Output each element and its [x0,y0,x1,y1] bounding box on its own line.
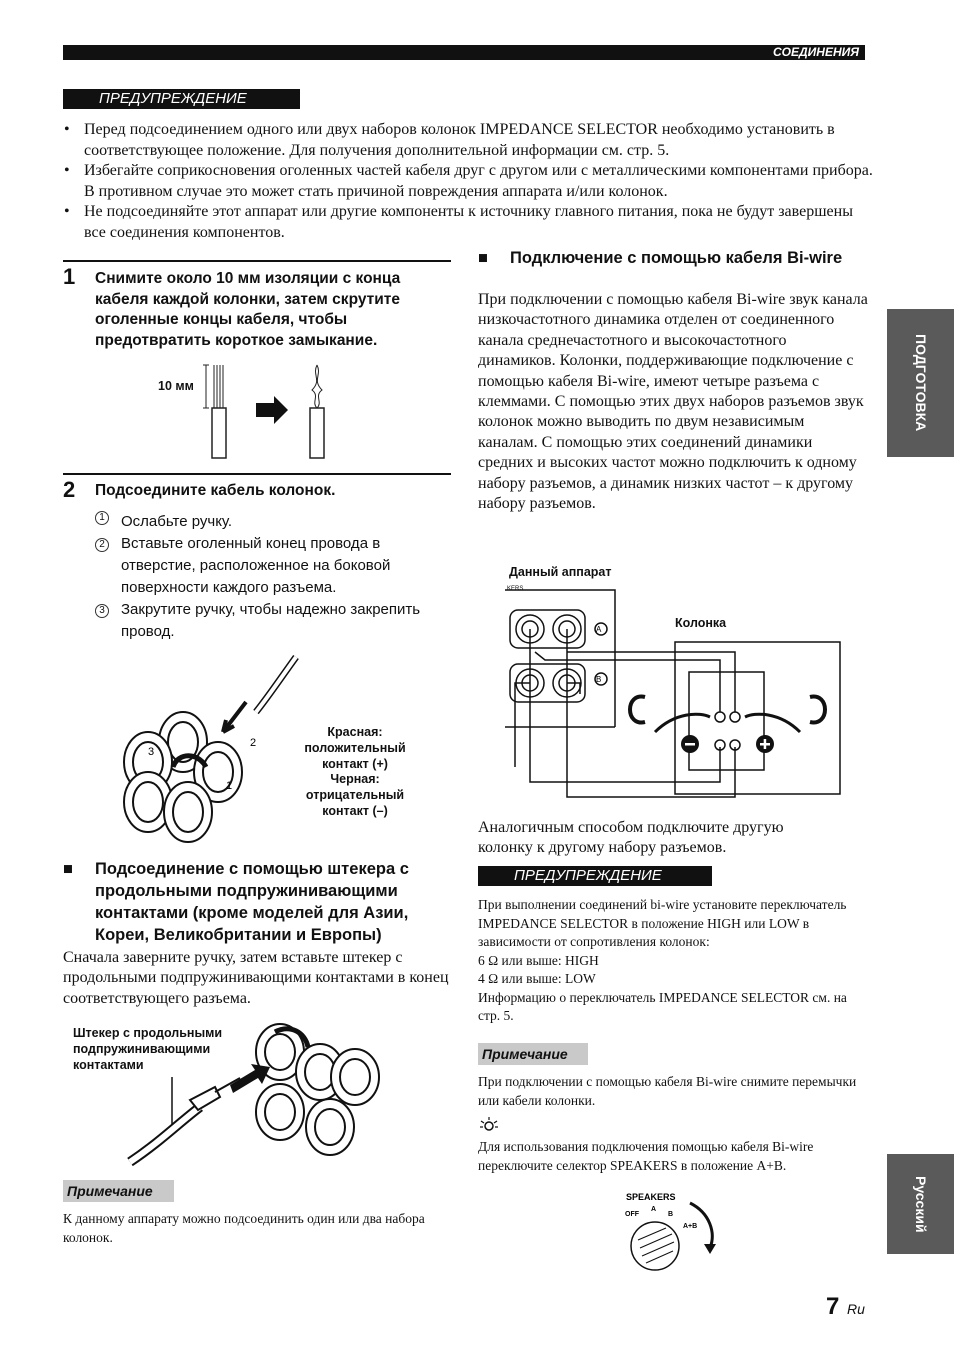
heading-text: Подключение с помощью кабеля Bi-wire [510,249,843,267]
substep-text: Закрутите ручку, чтобы надежно закрепить провод. [121,601,421,640]
knob-b: B [668,1211,674,1218]
substep-number: 1 [95,511,109,525]
warning-title: ПРЕДУПРЕЖДЕНИЕ [478,866,712,886]
tab-podgotovka: ПОДГОТОВКА [887,309,954,457]
section-title: СОЕДИНЕНИЯ [772,45,859,59]
unit-label: Данный аппарат [509,565,612,579]
biwire-diagram [505,582,850,817]
substep [95,533,440,599]
substep-text: Вставьте оголенный конец провода в отверстие, расположенное на боковой поверхности каждого разъема. [121,535,391,596]
heading-text: Подсоединение с помощью штекера с продольными подпружинивающими контактами (кроме моделей для Азии, Кореи, Великобритании и Европы) [95,860,409,944]
page-number: 7 [826,1293,840,1320]
substep [95,511,440,533]
binding-post-figure [118,652,308,852]
speakers-knob-figure [618,1188,728,1278]
note-text: При подключении с помощью кабеля Bi-wire снимите перемычки или кабели колонки. [478,1074,857,1108]
knob-ab: A+B [683,1223,698,1230]
warning-list [84,120,874,243]
step-text: Снимите около 10 мм изоляции с конца кабеля каждой колонки, затем скрутите оголенные концы кабеля, чтобы предотвратить короткое замыкание. [95,270,401,349]
knob-a: A [651,1206,657,1213]
mark-3: 3 [148,746,155,758]
note-title: Примечание [63,1180,174,1202]
section-heading [478,247,858,269]
banana-plug-figure [120,1012,380,1172]
substep-text: Ослабьте ручку. [121,513,233,530]
mark-2: 2 [250,737,257,749]
strip-length-label: 10 мм [158,379,194,393]
mark-1: 1 [226,780,233,792]
tip-text: Для использования подключения помощью кабеля Bi-wire переключите селектор SPEAKERS в положение A+B. [478,1139,814,1173]
substep [95,599,440,643]
speakers-small-label: KERS [507,586,524,592]
warning-line: При выполнении соединений bi-wire установите переключатель IMPEDANCE SELECTOR в положение HIGH или LOW в зависимости от сопротивления колонок: [478,897,847,949]
banana-body: Сначала заверните ручку, затем вставьте штекер с продольными подпружинивающими контактами в конец соответствующего разъема. [63,949,449,1007]
knob-title: SPEAKERS [626,1192,676,1202]
speaker-label: Колонка [675,616,727,630]
warning-item: • Избегайте соприкосновения оголенных частей кабеля друг с другом или с металлическими компонентами прибора. В противном случае это может стать причиной повреждения аппарата и/или колонок. [84,161,874,202]
unit-a-label: A [596,625,602,634]
divider [63,260,451,262]
tab-language: Русский [887,1154,954,1254]
note-title: Примечание [478,1043,588,1065]
page-language: Ru [847,1301,865,1317]
square-bullet-icon: ■ [478,249,488,267]
warning-item: • Перед подсоединением одного или двух наборов колонок IMPEDANCE SELECTOR необходимо установить в соответствующее положение. Для получения дополнительной информации см. стр. 5. [84,120,874,161]
step-number: 1 [63,264,76,289]
warning-line: 6 Ω или выше: HIGH [478,952,599,968]
knob-off: OFF [625,1211,639,1218]
substep-number: 3 [95,604,109,618]
warning-title: ПРЕДУПРЕЖДЕНИЕ [63,89,300,109]
unit-b-label: B [596,675,602,684]
red-terminal-label: Красная: положительный контакт (+) [304,725,406,771]
step-text: Подсоедините кабель колонок. [95,482,336,499]
biwire-body: При подключении с помощью кабеля Bi-wire звук канала низкочастотного динамика отделен от соединенного канала среднечастотного и высокочастотного динамиков. Колонки, поддерживающие подключение с помощью кабеля Bi-wire, имеют четыре разъема с клеммами. С помощью этих двух наборов разъемов звук колонок можно выводить по двум независимым каналам. С помощью этих соединений динамики средних и высоких частот можно подключить к одному набору разъемов, а динамик низких частот – к другому набору разъемов. [478,291,868,513]
black-terminal-label: Черная: отрицательный контакт (–) [305,772,405,818]
section-heading [63,858,448,946]
warning-item: • Не подсоединяйте этот аппарат или другие компоненты к источнику главного питания, пока не будут завершены все соединения компонентов. [84,202,874,243]
header-bar [63,45,865,60]
wire-strip-figure [196,360,336,460]
warning-line: Информацию о переключатель IMPEDANCE SELECTOR см. на стр. 5. [478,989,847,1023]
note-text: К данному аппарату можно подсоединить один или два набора колонок. [63,1211,425,1245]
lightbulb-tip-icon [478,1116,500,1134]
step-number: 2 [63,477,76,502]
substep-number: 2 [95,538,109,552]
divider [63,473,451,475]
substep-list [95,511,440,643]
biwire-after: Аналогичным способом подключите другую колонку к другому набору разъемов. [478,819,784,857]
warning-line: 4 Ω или выше: LOW [478,971,596,986]
warning-text [478,896,870,1026]
banana-plug-label: Штекер с продольными подпружинивающими контактами [73,1026,223,1072]
square-bullet-icon: ■ [63,860,73,878]
